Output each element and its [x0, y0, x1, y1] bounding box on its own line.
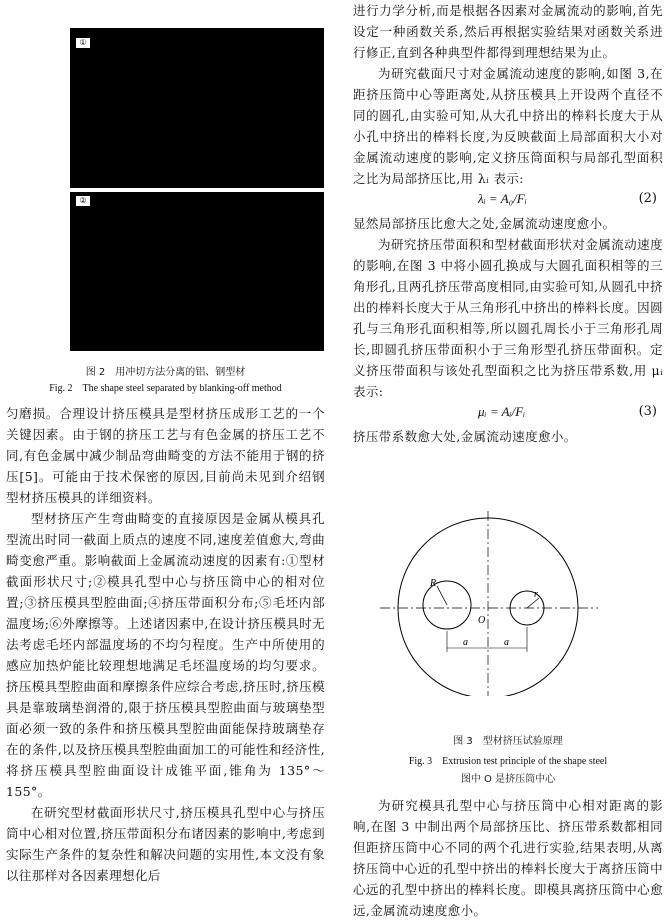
paragraph: 为研究模具孔型中心与挤压筒中心相对距离的影响,在图 3 中制出两个局部挤压比、挤压带系数都相同但距挤压筒中心不同的两个孔进行实验,结果表明,从离挤压筒中心近的孔型中挤出的棒料长度大于离挤压筒中心远的孔型中挤出的棒料长度。即模具离挤压筒中心愈远,金属流动速度愈小。: [353, 798, 663, 918]
label-R: R: [430, 578, 437, 589]
figure-2-caption-en: Fig. 2 The shape steel separated by blanking-off method: [49, 383, 282, 394]
label-r: r: [534, 589, 538, 600]
paragraph: 进行力学分析,而是根据各因素对金属流动的影响,首先设定一种函数关系,然后再根据实验结果对函数关系进行修正,直到各种典型件都得到理想结果为止。: [353, 3, 663, 60]
equation-number: (3): [638, 404, 657, 419]
label-a-left: a: [463, 637, 468, 648]
figure-2-caption-cn: 图 2 用冲切方法分离的铝、钢型材: [85, 367, 246, 378]
equation-formula: μᵢ = Aᵢ/Fᵢ: [478, 404, 526, 419]
paragraph: 挤压带系数愈大处,金属流动速度愈小。: [353, 429, 577, 444]
paragraph: 为研究截面尺寸对金属流动速度的影响,如图 3,在距挤压筒中心等距离处,从挤压模具上开设两个直径不同的圆孔,由实验可知,从大孔中挤出的棒料长度大于从小孔中挤出的棒料长度,为反映截面上局部面积大小对金属流动速度的影响,定义挤压筒面积与局部孔型面积之比为局部挤压比,用 λᵢ 表示:: [353, 66, 663, 186]
equation-formula: λᵢ = A₀/Fᵢ: [478, 191, 527, 206]
equation-3: [353, 402, 663, 426]
paragraph: 为研究挤压带面积和型材截面形状对金属流动速度的影响,在图 3 中将小圆孔换成与大圆孔面积相等的三角形孔,且两孔挤压带高度相同,由实验可知,从圆孔中挤出的棒料长度大于从三角形孔中挤出的棒料长度。因圆孔与三角形孔面积相等,所以圆孔周长小于三角形孔周长,即圆孔挤压带面积小于三角形型孔挤压带面积。定义挤压带面积与该处孔型面积之比为挤压带系数,用 μᵢ 表示:: [353, 237, 663, 399]
large-hole-radius: [437, 586, 447, 605]
paragraph: 匀磨损。合理设计挤压模具是型材挤压成形工艺的一个关键因素。由于钢的挤压工艺与有色金属的挤压工艺不同,有色金属中减少制品弯曲畸变的方法不能用于钢的挤压[5]。可能由于技术保密的原因,目前尚未见到介绍钢型材挤压模具的详细资料。: [6, 406, 325, 505]
label-a-right: a: [504, 637, 509, 648]
photo-label-1: ①: [76, 38, 90, 48]
paragraph: 显然局部挤压比愈大之处,金属流动速度愈小。: [353, 216, 616, 231]
figure-3-caption-note: 图中 O 是挤压筒中心: [460, 774, 556, 785]
figure-3-caption-en: Fig. 3 Extrusion test principle of the shape steel: [408, 756, 608, 767]
right-column-text: [353, 0, 663, 447]
photo-divider: [70, 188, 324, 192]
label-O: O: [478, 615, 486, 626]
paragraph: 在研究型材截面形状尺寸,挤压模具孔型中心与挤压筒中心相对位置,挤压带面积分布诸因素的影响中,考虑到实际生产条件的复杂性和解决问题的实用性,本文没有象以往那样对各因素理想化后: [6, 805, 325, 883]
left-column-text: [6, 403, 325, 886]
right-column-bottom-text: [353, 795, 663, 921]
paragraph: 型材挤压产生弯曲畸变的直接原因是金属从模具孔型流出时同一截面上质点的速度不同,速度差值愈大,弯曲畸变愈严重。影响截面上金属流动速度的因素有:①型材截面形状尺寸;②模具孔型中心与挤压筒中心的相对位置;③挤压模具型腔曲面;④挤压带面积分布;⑤毛坯内部温度场;⑥外摩擦等。上述诸因素中,在设计挤压模具时无法考虑毛坯内部温度场的不均匀程度。生产中所使用的感应加热炉能比较理想地满足毛坯温度场的均匀要求。挤压模具型腔曲面和摩擦条件应综合考虑,挤压时,挤压模具是靠玻璃垫润滑的,限于挤压模具型腔曲面与玻璃垫型面必须一致的条件和挤压模具型腔曲面能保持玻璃垫存在的条件,以及挤压模具型腔曲面加工的可能性和经济性,将挤压模具型腔曲面设计成锥平面,锥角为 135°～155°。: [6, 511, 325, 799]
figure-3-caption-cn: 图 3 型材挤压试验原理: [453, 736, 563, 747]
figure-2-photo: [70, 28, 324, 351]
figure-3-diagram: [370, 506, 610, 696]
photo-label-2: ②: [76, 196, 90, 206]
equation-2: [353, 189, 663, 213]
equation-number: (2): [638, 191, 657, 206]
